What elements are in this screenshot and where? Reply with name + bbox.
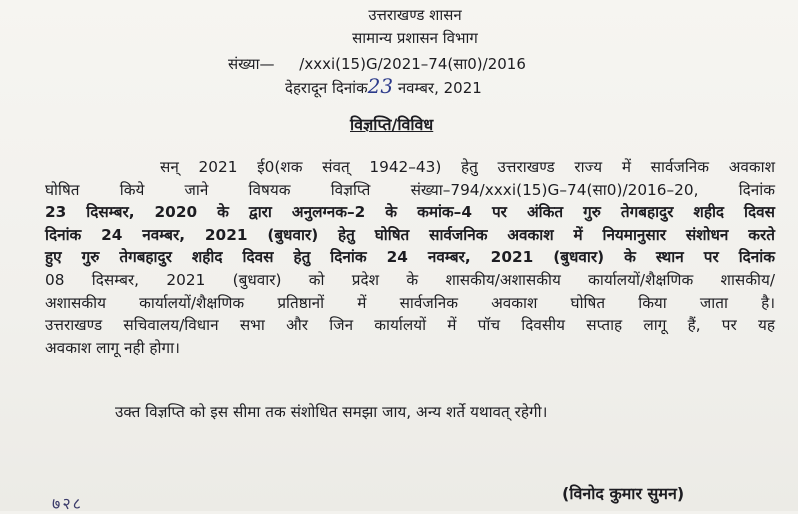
- govt-header: उत्तराखण्ड शासन: [368, 6, 462, 24]
- place-date-suffix: नवम्बर, 2021: [397, 79, 482, 97]
- department-header: सामान्य प्रशासन विभाग: [352, 29, 478, 47]
- closing-sentence: उक्त विज्ञप्ति को इस सीमा तक संशोधित समझा जाय, अन्य शर्ते यथावत् रहेगी।: [115, 403, 548, 421]
- body-line: अशासकीय कार्यालयों/शैक्षणिक प्रतिष्ठानों में सार्वजनिक अवकाश घोषित किया जाता है।: [45, 293, 775, 312]
- body-line: घोषित किये जाने विषयक विज्ञप्ति संख्या–794/xxxi(15)G–74(सा0)/2016–20, दिनांक: [45, 180, 775, 199]
- body-line: सन् 2021 ई0(शक संवत् 1942–43) हेतु उत्तराखण्ड राज्य में सार्वजनिक अवकाश: [160, 158, 775, 176]
- reference-line: [228, 55, 526, 73]
- notice-body: [45, 156, 775, 359]
- place-date-prefix: देहरादून दिनांक: [285, 79, 368, 97]
- reference-number: /xxxi(15)G/2021–74(सा0)/2016: [299, 55, 526, 73]
- body-line: 08 दिसम्बर, 2021 (बुधवार) को प्रदेश के शासकीय/अशासकीय कार्यालयों/शैक्षणिक शासकीय/: [45, 270, 775, 289]
- handwritten-date: 23: [367, 74, 394, 98]
- handwritten-corner-mark: ७२८: [52, 494, 83, 513]
- document-title: विज्ञप्ति/विविध: [350, 115, 434, 134]
- body-line: 23 दिसम्बर, 2020 के द्वारा अनुलग्नक–2 के कमांक–4 पर अंकित गुरु तेगबहादुर शहीद दिवस: [45, 203, 775, 222]
- body-line: उत्तराखण्ड सचिवालय/विधान सभा और जिन कार्यालयों में पॉच दिवसीय सप्ताह लागू हैं, पर यह: [45, 316, 775, 335]
- place-date-line: [285, 74, 482, 98]
- body-line: अवकाश लागू नही होगा।: [45, 338, 180, 357]
- reference-label: संख्या—: [228, 55, 275, 73]
- body-line: दिनांक 24 नवम्बर, 2021 (बुधवार) हेतु घोषित सार्वजनिक अवकाश में नियमानुसार संशोधन करते: [45, 225, 775, 244]
- body-line: हुए गुरु तेगबहादुर शहीद दिवस हेतु दिनांक 24 नवम्बर, 2021 (बुधवार) के स्थान पर दिनांक: [45, 248, 775, 267]
- signatory-name: (विनोद कुमार सुमन): [562, 484, 685, 503]
